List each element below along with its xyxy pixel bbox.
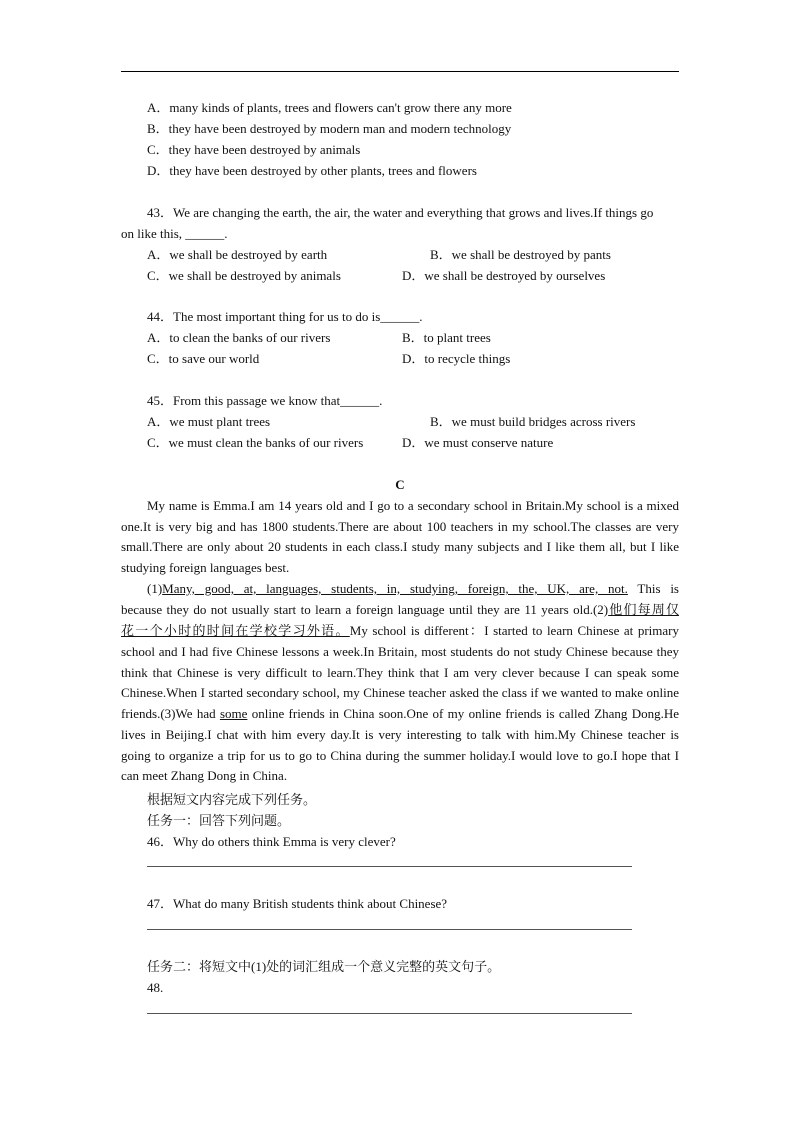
task-two-heading: 任务二：将短文中(1)处的词汇组成一个意义完整的英文句子。 xyxy=(147,959,501,974)
q45-option-d: D．we must conserve nature xyxy=(402,435,554,450)
q44-option-d: D．to recycle things xyxy=(402,351,511,366)
translation-sentence-part1: 他们每周仅 xyxy=(608,602,679,617)
q44-option-b: B．to plant trees xyxy=(402,330,491,345)
jumbled-words: Many, good, at, languages, students, in, studying, foreign, the, UK, are, not. xyxy=(162,581,628,596)
passage-paragraph-2-line1 xyxy=(121,579,679,600)
question-46: 46．Why do others think Emma is very clever? xyxy=(147,834,396,849)
q42-option-b: B．they have been destroyed by modern man and modern technology xyxy=(147,121,512,136)
p2-line3-text: My school is different：I started to learn Chinese at primary xyxy=(349,623,679,638)
q45-option-b: B．we must build bridges across rivers xyxy=(430,414,636,429)
header-rule xyxy=(121,71,679,72)
blank-1-marker: (1) xyxy=(147,581,163,596)
p2-rest-text: school and I had five Chinese lessons a week.In Britain, most students do not study Chinese because they think that Chinese is very difficult to learn.They think that I am very clever because I can speak some Chinese.When I started secondary school, my Chinese teacher asked the class if we wanted to make online friends.(3)We had xyxy=(121,644,679,722)
passage-paragraph-2-line3 xyxy=(121,621,679,642)
q43-option-c: C．we shall be destroyed by animals xyxy=(147,268,341,283)
q45-stem: 45．From this passage we know that______. xyxy=(147,393,383,408)
passage-paragraph-2-rest xyxy=(121,642,679,787)
p2-end-text: online friends in China soon.One of my online friends is called Zhang Dong.He lives in Beijing.I chat with him every day.It is very interesting to talk with him.My Chinese teacher is going to organize a trip for us to go to China during the summer holiday.I would love to go.I hope that I can meet Zhang Dong in China. xyxy=(121,706,680,784)
q42-option-c: C．they have been destroyed by animals xyxy=(147,142,361,157)
task-one-heading: 任务一：回答下列问题。 xyxy=(147,813,291,828)
q43-option-b: B．we shall be destroyed by pants xyxy=(430,247,611,262)
q45-option-a: A．we must plant trees xyxy=(147,414,271,429)
p2-line2-text: because they do not usually start to learn a foreign language until they are 11 years old.(2) xyxy=(121,602,609,617)
q42-option-a: A．many kinds of plants, trees and flowers can't grow there any more xyxy=(147,100,512,115)
translation-sentence-part2: 花一个小时的时间在学校学习外语。 xyxy=(121,623,350,638)
task-instruction: 根据短文内容完成下列任务。 xyxy=(147,792,317,807)
question-47: 47．What do many British students think about Chinese? xyxy=(147,896,448,911)
answer-line-46[interactable] xyxy=(147,866,632,867)
q43-option-a: A．we shall be destroyed by earth xyxy=(147,247,328,262)
q45-option-c: C．we must clean the banks of our rivers xyxy=(147,435,364,450)
underlined-word-some: some xyxy=(219,706,248,722)
section-heading: C xyxy=(395,477,405,492)
q42-option-d: D．they have been destroyed by other plants, trees and flowers xyxy=(147,163,477,178)
answer-line-47[interactable] xyxy=(147,929,632,930)
question-48: 48. xyxy=(147,980,164,995)
q44-stem: 44．The most important thing for us to do is______. xyxy=(147,309,423,324)
answer-line-48[interactable] xyxy=(147,1013,632,1014)
q44-option-a: A．to clean the banks of our rivers xyxy=(147,330,331,345)
q43-stem-line1: 43．We are changing the earth, the air, the water and everything that grows and lives.If things go xyxy=(147,205,654,220)
q44-option-c: C．to save our world xyxy=(147,351,260,366)
q43-option-d: D．we shall be destroyed by ourselves xyxy=(402,268,606,283)
p2-line1-suffix: This is xyxy=(637,581,679,596)
passage-paragraph-2-line2 xyxy=(121,600,679,621)
passage-paragraph-1: My name is Emma.I am 14 years old and I go to a secondary school in Britain.My school is a mixed one.It is very big and has 1800 students.There are about 100 teachers in my school.The classes are very small.There are only about 20 students in each class.I study many subjects and I like them all, but I like studying foreign languages best. xyxy=(121,498,679,576)
q43-stem-line2: on like this, ______. xyxy=(121,226,228,241)
